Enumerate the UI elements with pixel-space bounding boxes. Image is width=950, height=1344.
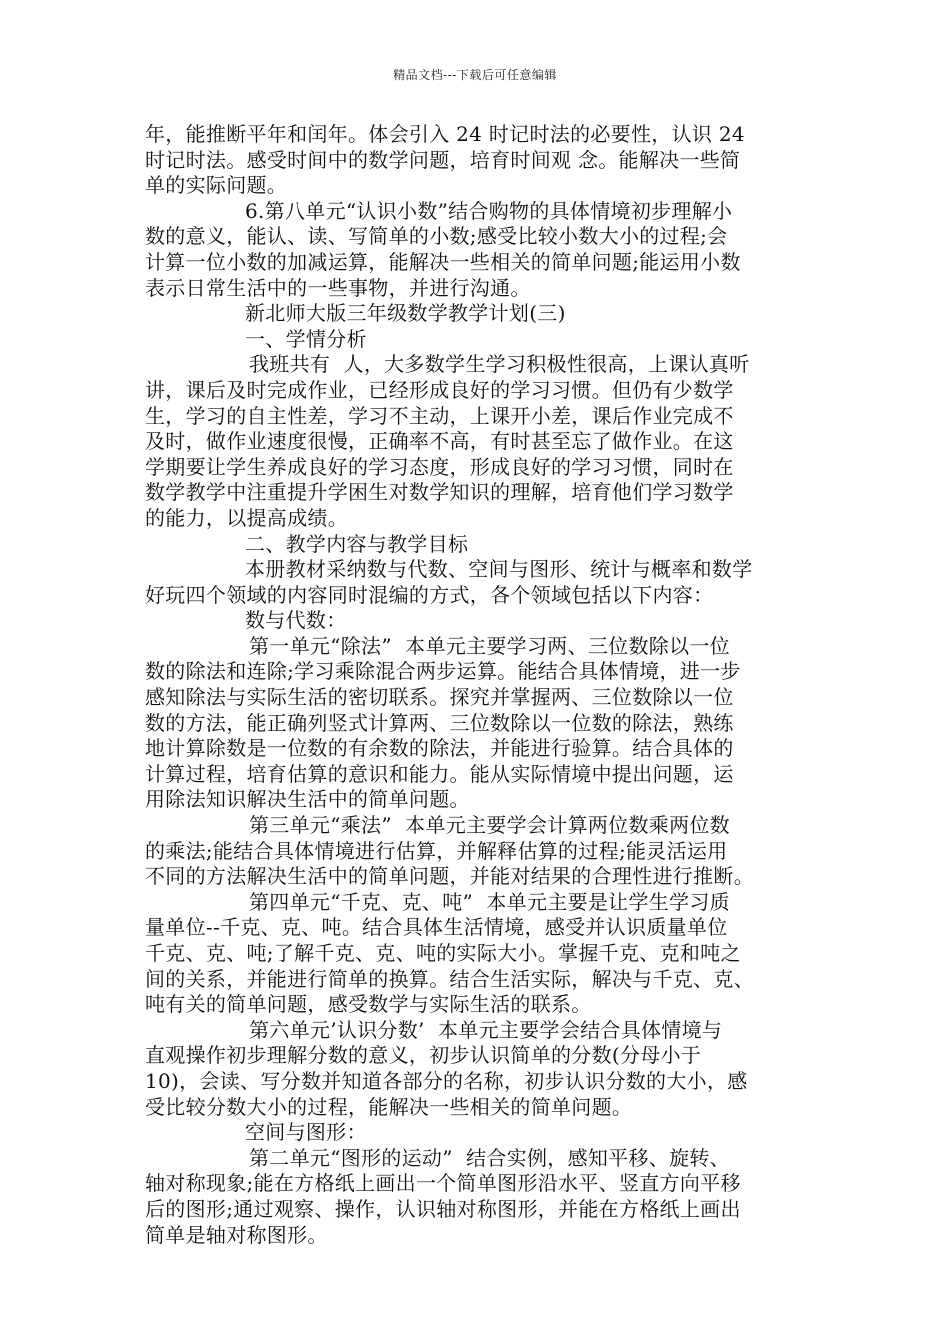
text-line: 的乘法;能结合具体情境进行估算，并解释估算的过程;能灵活运用 (145, 838, 728, 863)
page-header: 精品文档---下载后可任意编辑 (393, 68, 557, 82)
text-line: 数的意义，能认、读、写简单的小数;感受比较小数大小的过程;会 (145, 224, 728, 249)
text-line: 二、教学内容与教学目标 (245, 531, 469, 556)
text-line: 轴对称现象;能在方格纸上画出一个简单图形沿水平、竖直方向平移 (145, 1171, 741, 1196)
text-line: 单的实际问题。 (145, 173, 288, 198)
text-line: 数与代数： (245, 608, 347, 633)
text-line: 学期要让学生养成良好的学习态度，形成良好的学习习惯，同时在 (145, 454, 734, 479)
text-line: 及时，做作业速度很慢，正确率不高，有时甚至忘了做作业。在这 (145, 429, 734, 454)
text-line: 新北师大版三年级数学教学计划(三) (245, 301, 566, 326)
text-line: 千克、克、吨;了解千克、克、吨的实际大小。掌握千克、克和吨之 (145, 941, 741, 965)
text-line: 间的关系，并能进行简单的换算。结合生活实际，解决与千克、克、 (145, 966, 754, 991)
text-line: 受比较分数大小的过程，能解决一些相关的简单问题。 (145, 1094, 633, 1119)
text-line: 数的除法和连除;学习乘除混合两步运算。能结合具体情境，进一步 (145, 659, 741, 684)
text-line: 量单位--千克、克、吨。结合具体生活情境，感受并认识质量单位 (145, 915, 728, 940)
text-line: 数学教学中注重提升学困生对数学知识的理解，培育他们学习数学 (145, 480, 734, 505)
text-line: 表示日常生活中的一些事物，并进行沟通。 (145, 275, 531, 300)
text-line: 讲，课后及时完成作业，已经形成良好的学习习惯。但仍有少数学 (145, 377, 734, 402)
text-line: 我班共有 人，大多数学生学习积极性很高，上课认真听 (249, 352, 750, 377)
text-line: 直观操作初步理解分数的意义，初步认识简单的分数(分母小于 (145, 1043, 702, 1068)
text-line: 计算一位小数的加减运算，能解决一些相关的简单问题;能运用小数 (145, 249, 741, 274)
text-line: 时记时法。感受时间中的数学问题，培育时间观 念。能解决一些简 (145, 147, 741, 172)
document-body (145, 122, 825, 1248)
text-line: 年，能推断平年和闰年。体会引入 24 时记时法的必要性，认识 24 (145, 122, 745, 146)
text-line: 第二单元“图形的运动” 结合实例，感知平移、旋转、 (249, 1145, 730, 1170)
text-line: 6.第八单元“认识小数”结合购物的具体情境初步理解小 (245, 198, 733, 223)
text-line: 计算过程，培育估算的意识和能力。能从实际情境中提出问题，运 (145, 761, 734, 786)
text-line: 第六单元’认识分数’ 本单元主要学会结合具体情境与 (249, 1017, 723, 1042)
text-line: 用除法知识解决生活中的简单问题。 (145, 787, 470, 812)
text-line: 感知除法与实际生活的密切联系。探究并掌握两、三位数除以一位 (145, 685, 734, 710)
text-line: 生，学习的自主性差，学习不主动，上课开小差，课后作业完成不 (145, 403, 734, 428)
text-line: 一、学情分析 (245, 326, 367, 351)
text-line: 数的方法，能正确列竖式计算两、三位数除以一位数的除法，熟练 (145, 710, 734, 735)
text-line: 地计算除数是一位数的有余数的除法，并能进行验算。结合具体的 (145, 736, 734, 761)
text-line: 简单是轴对称图形。 (145, 1222, 328, 1247)
text-line: 不同的方法解决生活中的简单问题，并能对结果的合理性进行推断。 (145, 864, 754, 889)
text-line: 第四单元“千克、克、吨” 本单元主要是让学生学习质 (249, 889, 730, 914)
text-line: 10)，会读、写分数并知道各部分的名称，初步认识分数的大小，感 (145, 1068, 748, 1093)
text-line: 本册教材采纳数与代数、空间与图形、统计与概率和数学 (245, 557, 753, 582)
text-line: 的能力，以提高成绩。 (145, 505, 348, 530)
text-line: 吨有关的简单问题，感受数学与实际生活的联系。 (145, 992, 592, 1017)
text-line: 空间与图形： (245, 1120, 367, 1145)
text-line: 第一单元“除法” 本单元主要学习两、三位数除以一位 (249, 633, 730, 658)
text-line: 第三单元“乘法” 本单元主要学会计算两位数乘两位数 (249, 813, 730, 838)
text-line: 后的图形;通过观察、操作，认识轴对称图形，并能在方格纸上画出 (145, 1196, 741, 1221)
text-line: 好玩四个领域的内容同时混编的方式，各个领域包括以下内容： (145, 582, 714, 607)
